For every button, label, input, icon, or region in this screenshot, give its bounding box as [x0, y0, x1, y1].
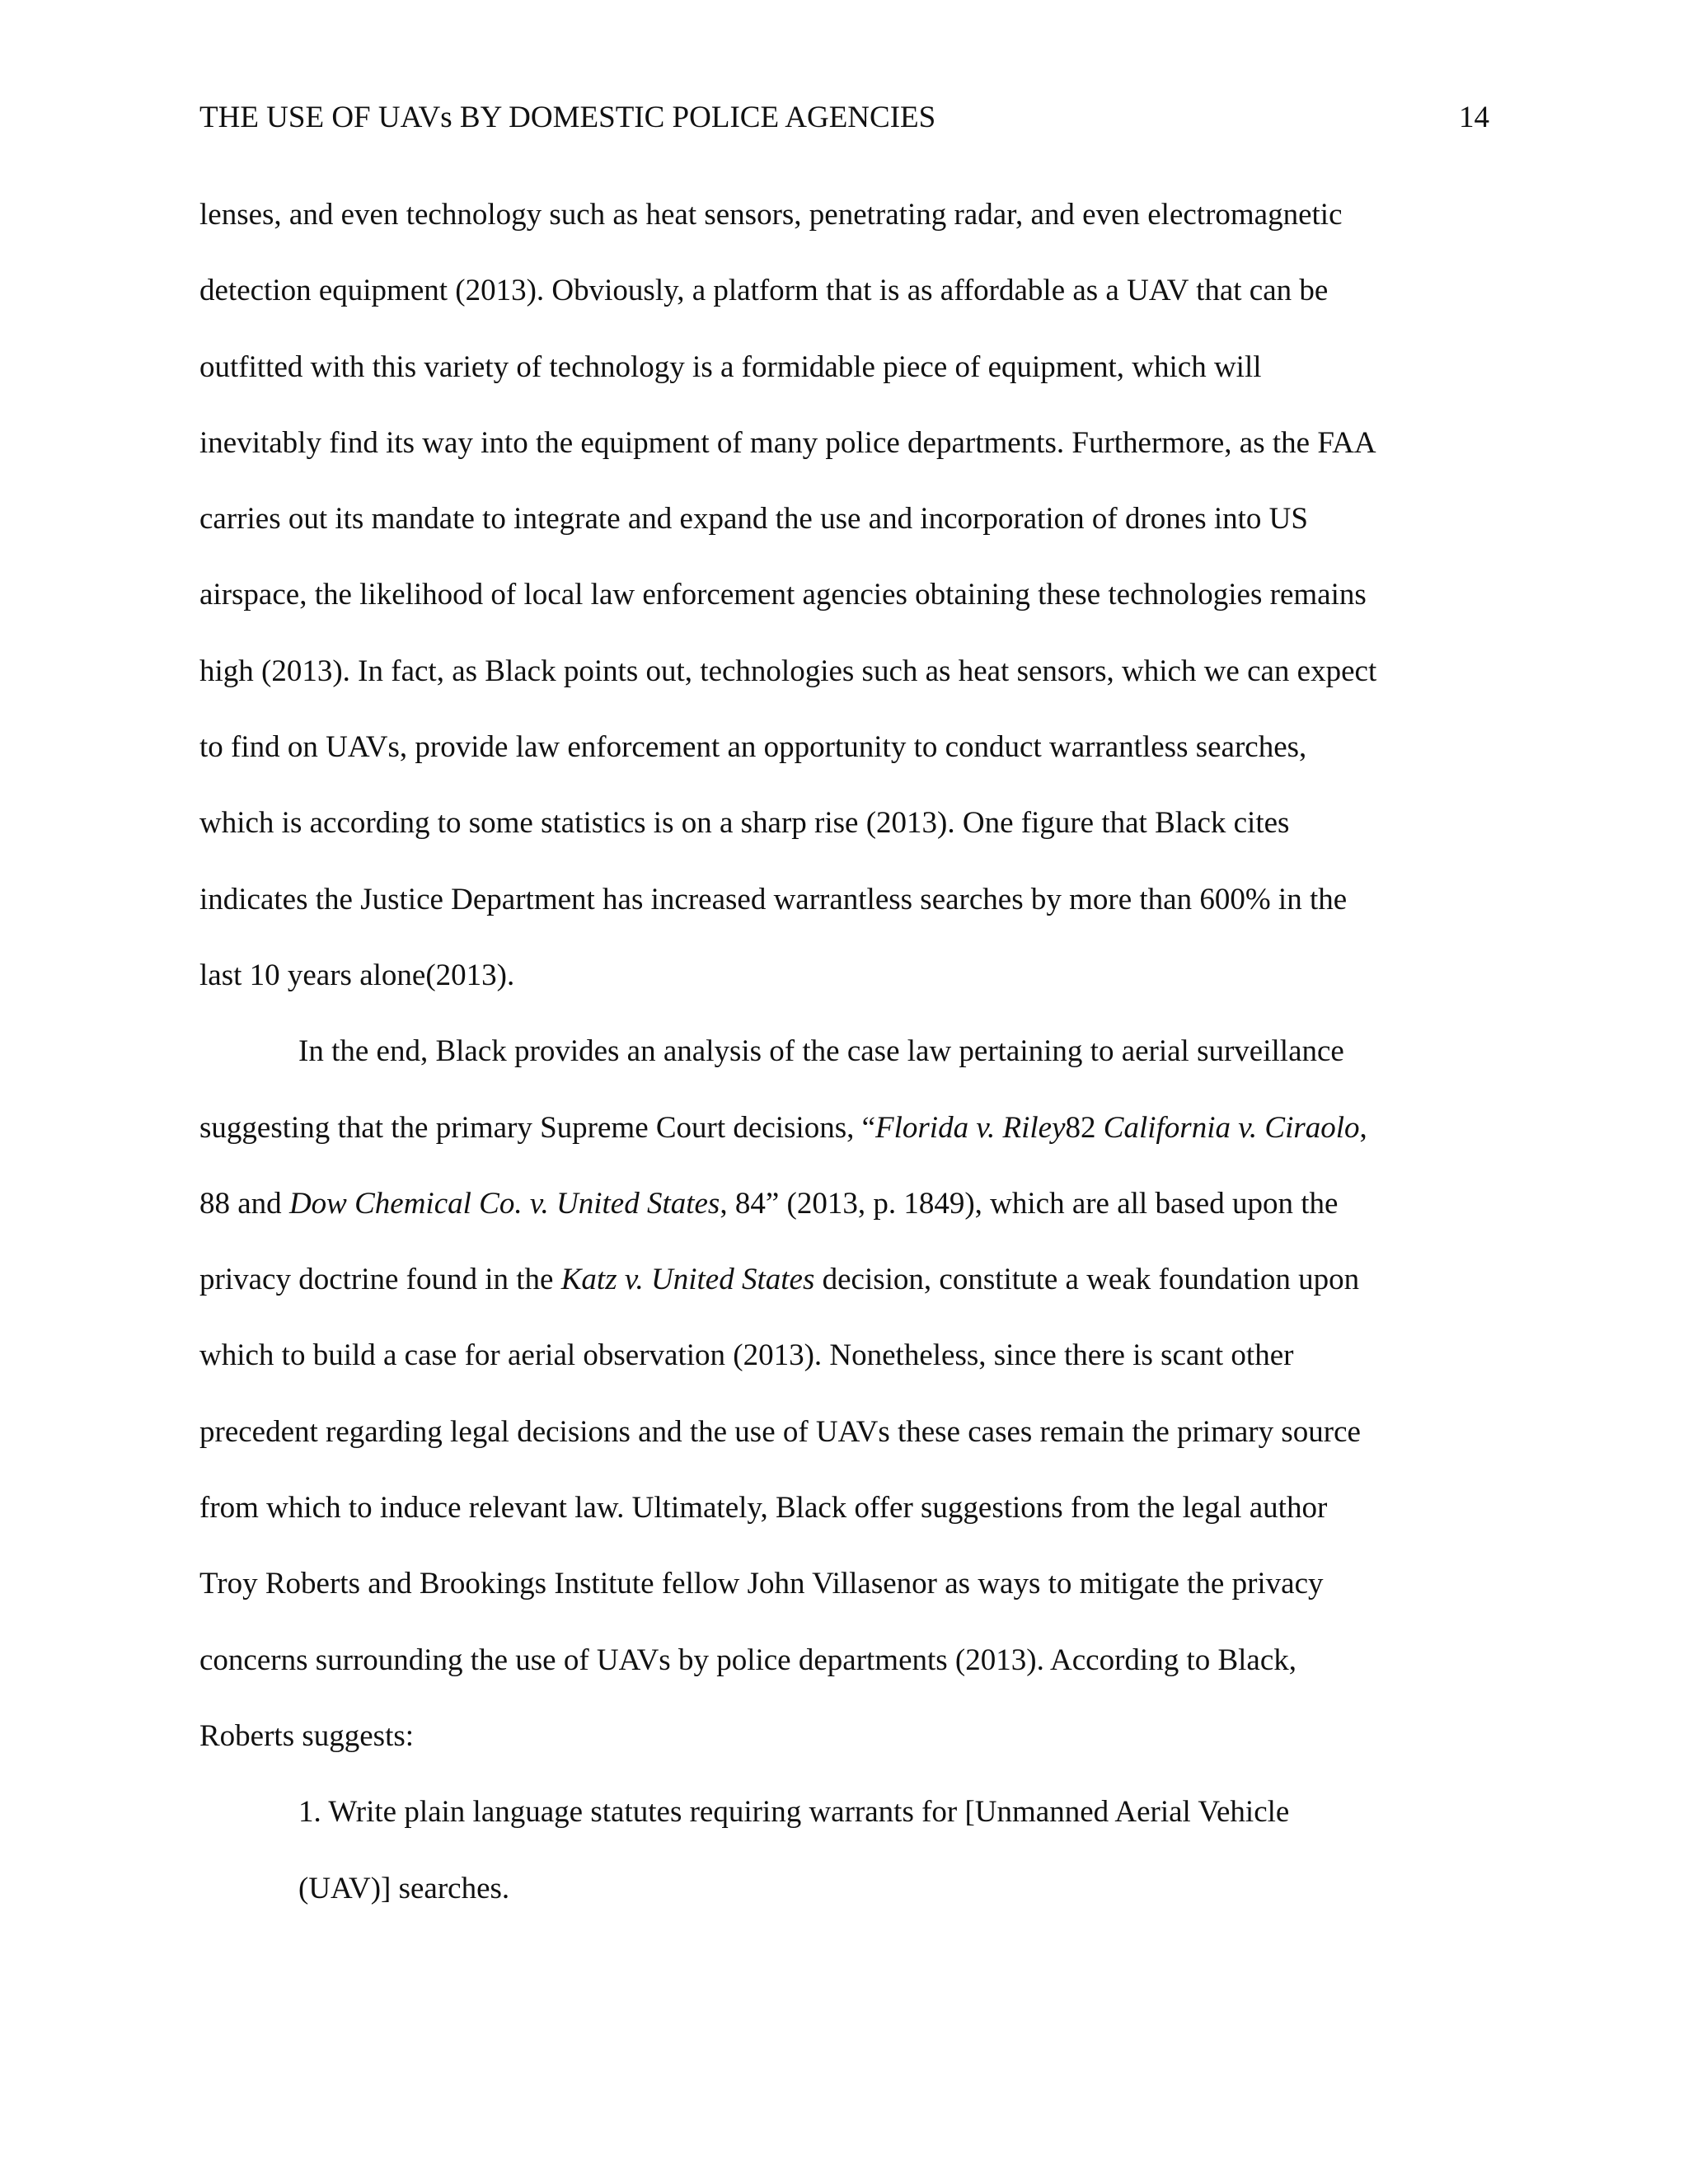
text-line: [199, 1183, 1489, 1259]
text-line: In the end, Black provides an analysis of the case law pertaining to aerial surveillance: [298, 1034, 1344, 1069]
text-run: ,: [1359, 1110, 1367, 1145]
text-line: outfitted with this variety of technology is a formidable piece of equipment, which will: [199, 349, 1262, 384]
text-line: last 10 years alone(2013).: [199, 958, 515, 992]
text-line: concerns surrounding the use of UAVs by police departments (2013). According to Black,: [199, 1643, 1297, 1677]
text-line: indicates the Justice Department has increased warrantless searches by more than 600% in the: [199, 882, 1348, 916]
case-citation: California v. Ciraolo: [1103, 1110, 1360, 1145]
text-line: which to build a case for aerial observation (2013). Nonetheless, since there is scant other: [199, 1338, 1294, 1373]
case-citation: Florida v. Riley: [875, 1110, 1066, 1145]
running-head: [199, 97, 1489, 138]
text-run: 88 and: [199, 1186, 289, 1221]
text-line: Troy Roberts and Brookings Institute fellow John Villasenor as ways to mitigate the privacy: [199, 1567, 1324, 1601]
text-run: , 84” (2013, p. 1849), which are all based upon the: [720, 1186, 1339, 1221]
text-line: [199, 1259, 1489, 1335]
list-item-continuation: (UAV)] searches.: [298, 1871, 510, 1905]
text-line: which is according to some statistics is on a sharp rise (2013). One figure that Black cites: [199, 806, 1290, 841]
text-line: [199, 1108, 1489, 1183]
text-line: high (2013). In fact, as Black points out, technologies such as heat sensors, which we can expect: [199, 654, 1377, 688]
text-line: lenses, and even technology such as heat sensors, penetrating radar, and even electromagnetic: [199, 198, 1343, 232]
text-run: 82: [1065, 1110, 1104, 1145]
case-citation: Dow Chemical Co. v. United States: [288, 1186, 720, 1221]
text-line: carries out its mandate to integrate and expand the use and incorporation of drones into US: [199, 502, 1308, 537]
running-title: THE USE OF UAVs BY DOMESTIC POLICE AGENCIES: [199, 101, 936, 134]
body-text: [199, 194, 1489, 1944]
text-line: airspace, the likelihood of local law enforcement agencies obtaining these technologies remains: [199, 578, 1367, 612]
text-line: inevitably find its way into the equipment of many police departments. Furthermore, as the FAA: [199, 425, 1376, 460]
text-line: Roberts suggests:: [199, 1718, 415, 1753]
case-citation: Katz v. United States: [560, 1263, 815, 1297]
text-line: detection equipment (2013). Obviously, a platform that is as affordable as a UAV that can be: [199, 274, 1329, 308]
text-line: precedent regarding legal decisions and the use of UAVs these cases remain the primary source: [199, 1414, 1361, 1449]
list-item: 1. Write plain language statutes requiring warrants for [Unmanned Aerial Vehicle: [298, 1795, 1290, 1830]
text-run: privacy doctrine found in the: [199, 1263, 561, 1297]
page-number: 14: [1459, 101, 1489, 134]
text-line: from which to induce relevant law. Ultimately, Black offer suggestions from the legal author: [199, 1491, 1328, 1526]
text-run: suggesting that the primary Supreme Court decisions, “: [199, 1110, 876, 1145]
text-line: to find on UAVs, provide law enforcement an opportunity to conduct warrantless searches,: [199, 730, 1307, 765]
text-run: decision, constitute a weak foundation upon: [814, 1263, 1360, 1297]
